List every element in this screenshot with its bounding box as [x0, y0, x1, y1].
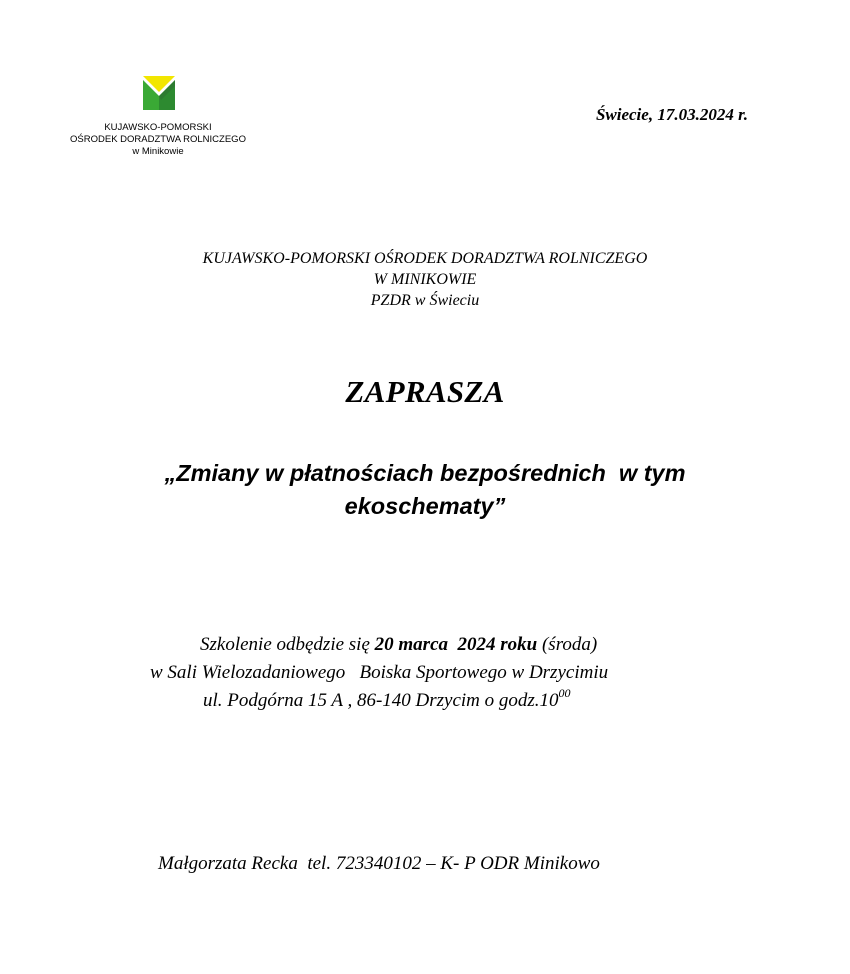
- training-title: [0, 457, 850, 523]
- org-name-line-2: OŚRODEK DORADZTWA ROLNICZEGO: [70, 134, 246, 145]
- header-line-2: W MINIKOWIE: [373, 271, 477, 288]
- details-address-text: ul. Podgórna 15 A , 86-140 Drzycim o godz.10: [203, 690, 559, 711]
- title-line-2: ekoschematy”: [344, 493, 506, 519]
- contact-line: Małgorzata Recka tel. 723340102 – K- P ODR Minikowo: [158, 853, 600, 874]
- organizer-header: [0, 248, 850, 311]
- details-date-value: 20 marca 2024 roku: [374, 634, 538, 655]
- details-time-minutes: 00: [558, 686, 571, 700]
- details-line-date: [200, 632, 597, 658]
- header-line-1: KUJAWSKO-POMORSKI OŚRODEK DORADZTWA ROLNICZEGO: [202, 250, 648, 267]
- details-line-address: [203, 688, 571, 714]
- document-date: Świecie, 17.03.2024 r.: [595, 105, 748, 124]
- details-date-prefix: Szkolenie odbędzie się: [200, 634, 375, 655]
- org-name-line-3: w Minikowie: [132, 146, 184, 157]
- header-line-3: PZDR w Świeciu: [370, 292, 480, 309]
- details-line-venue: w Sali Wielozadaniowego Boiska Sportowego w Drzycimiu: [150, 662, 609, 683]
- org-name-line-1: KUJAWSKO-POMORSKI: [104, 122, 212, 133]
- title-line-1: „Zmiany w płatnościach bezpośrednich w tym: [164, 460, 686, 486]
- organization-name-block: [58, 122, 258, 158]
- kpodr-logo-icon: [143, 76, 175, 110]
- details-weekday: (środa): [537, 634, 598, 655]
- invite-heading: ZAPRASZA: [345, 374, 505, 409]
